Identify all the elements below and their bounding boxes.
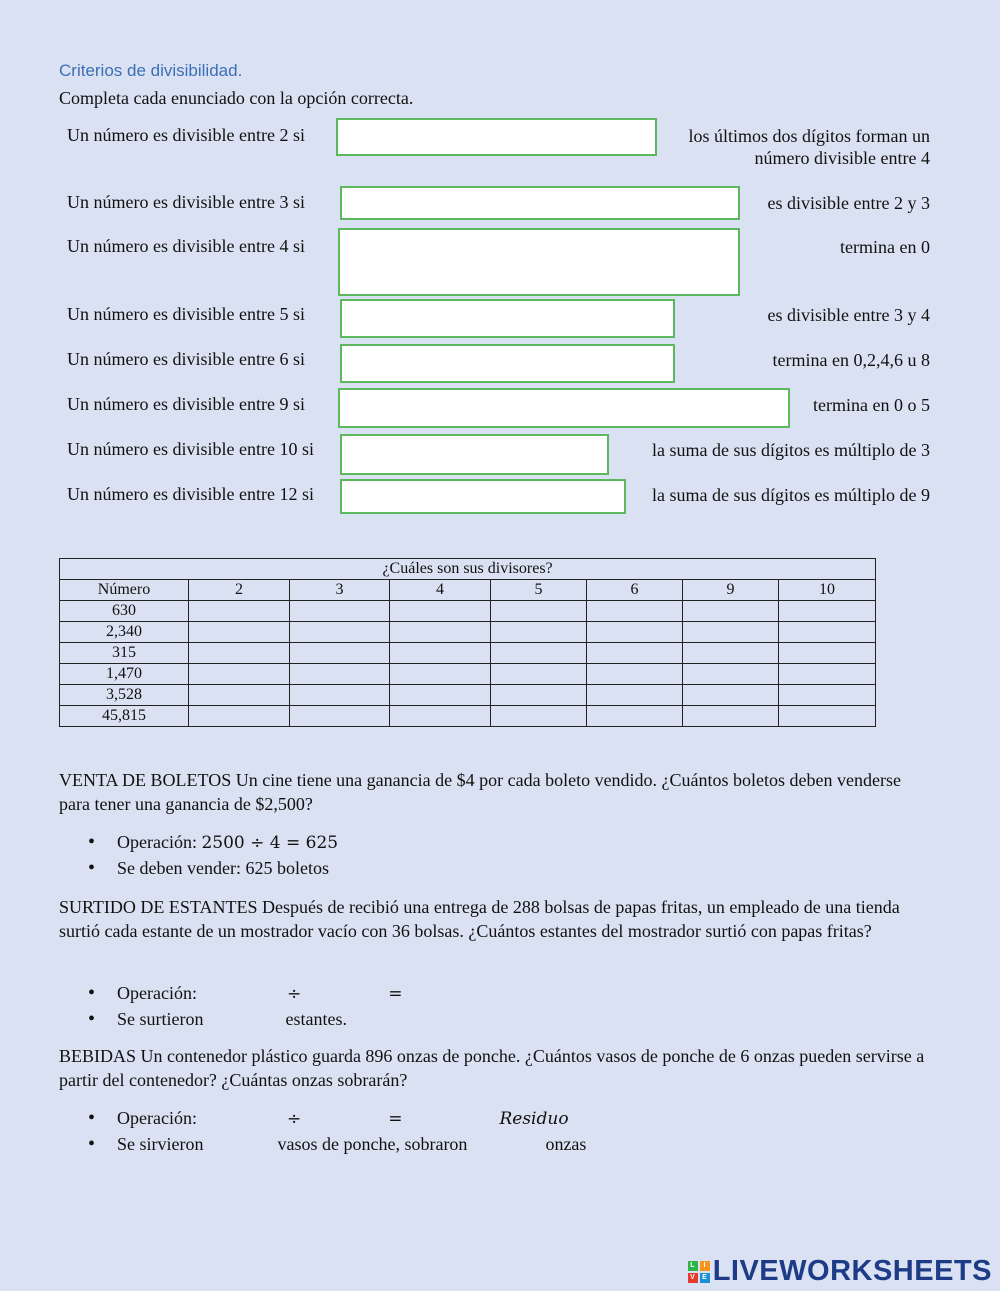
logo-letter: E — [700, 1273, 710, 1283]
divisor-check-cell[interactable] — [491, 622, 587, 643]
answer-input-div-6[interactable] — [340, 344, 675, 383]
result-suffix: onzas — [545, 1134, 587, 1154]
header-numero: Número — [60, 580, 189, 601]
divisor-check-cell[interactable] — [390, 601, 491, 622]
option-div-3-and-4: es divisible entre 3 y 4 — [767, 305, 930, 325]
divisor-check-cell[interactable] — [683, 685, 779, 706]
divisor-check-cell[interactable] — [189, 622, 290, 643]
divisor-check-cell[interactable] — [390, 643, 491, 664]
divisors-table — [59, 558, 876, 727]
statement-div-6: Un número es divisible entre 6 si — [67, 349, 305, 369]
liveworksheets-logo — [688, 1255, 992, 1288]
header-6: 6 — [587, 580, 683, 601]
table-row — [60, 601, 876, 622]
statement-div-4: Un número es divisible entre 4 si — [67, 236, 305, 256]
divisor-check-cell[interactable] — [779, 685, 876, 706]
logo-letter: L — [688, 1261, 698, 1271]
problem-2-answers — [88, 980, 482, 1032]
divisor-check-cell[interactable] — [683, 643, 779, 664]
number-cell: 3,528 — [60, 685, 189, 706]
table-header-row — [60, 580, 876, 601]
number-cell: 45,815 — [60, 706, 189, 727]
answer-input-div-2[interactable] — [336, 118, 657, 156]
option-sum-multiple-3: la suma de sus dígitos es múltiplo de 3 — [652, 440, 930, 460]
divisor-check-cell[interactable] — [290, 643, 390, 664]
list-item — [88, 829, 338, 855]
logo-letter: I — [700, 1261, 710, 1271]
divisor-check-cell[interactable] — [683, 664, 779, 685]
divisor-check-cell[interactable] — [189, 601, 290, 622]
divisor-check-cell[interactable] — [390, 706, 491, 727]
number-cell: 2,340 — [60, 622, 189, 643]
header-9: 9 — [683, 580, 779, 601]
problem-venta-boletos: VENTA DE BOLETOS Un cine tiene una ganancia de $4 por cada boleto vendido. ¿Cuántos boletos deben venderse para tener una ganancia de $2,500? — [59, 770, 901, 814]
result-suffix: estantes. — [285, 1009, 347, 1029]
divisor-check-cell[interactable] — [683, 622, 779, 643]
statement-div-9: Un número es divisible entre 9 si — [67, 394, 305, 414]
option-last-two-digits: los últimos dos dígitos forman un número divisible entre 4 — [688, 126, 930, 168]
answer-input-div-9[interactable] — [338, 388, 790, 428]
divisor-check-cell[interactable] — [189, 664, 290, 685]
list-item: • Se deben vender: 625 boletos — [88, 855, 338, 881]
divisor-check-cell[interactable] — [491, 601, 587, 622]
divisor-check-cell[interactable] — [290, 664, 390, 685]
header-10: 10 — [779, 580, 876, 601]
divisor-check-cell[interactable] — [290, 706, 390, 727]
answer-input-div-3[interactable] — [340, 186, 740, 220]
statement-div-12: Un número es divisible entre 12 si — [67, 484, 314, 504]
divisor-check-cell[interactable] — [290, 601, 390, 622]
result-middle: vasos de ponche, sobraron — [277, 1134, 468, 1154]
operation-expression: 2500 ÷ 4 = 625 — [201, 833, 339, 853]
list-item — [88, 1006, 482, 1032]
divisor-check-cell[interactable] — [491, 685, 587, 706]
table-row — [60, 643, 876, 664]
answer-input-div-10[interactable] — [340, 434, 609, 475]
problem-surtido-estantes: SURTIDO DE ESTANTES Después de recibió una entrega de 288 bolsas de papas fritas, un empleado de una tienda surtió cada estante de un mostrador vacío con 36 bolsas. ¿Cuántos estantes del mostrador surtió con papas fritas? — [59, 897, 900, 941]
list-item — [88, 1131, 586, 1157]
statement-div-5: Un número es divisible entre 5 si — [67, 304, 305, 324]
divide-sign: ÷ — [286, 984, 302, 1004]
number-cell: 315 — [60, 643, 189, 664]
logo-letter: V — [688, 1273, 698, 1283]
divisor-check-cell[interactable] — [290, 622, 390, 643]
option-div-2-and-3: es divisible entre 2 y 3 — [767, 193, 930, 213]
header-3: 3 — [290, 580, 390, 601]
answer-input-div-12[interactable] — [340, 479, 626, 514]
option-ends-in-0: termina en 0 — [840, 237, 930, 257]
divisor-check-cell[interactable] — [189, 706, 290, 727]
table-caption: ¿Cuáles son sus divisores? — [60, 559, 876, 580]
statement-div-10: Un número es divisible entre 10 si — [67, 439, 314, 459]
residuo-label: Residuo — [499, 1109, 569, 1129]
divisor-check-cell[interactable] — [587, 622, 683, 643]
divisor-check-cell[interactable] — [779, 706, 876, 727]
table-row — [60, 706, 876, 727]
header-5: 5 — [491, 580, 587, 601]
table-row — [60, 664, 876, 685]
option-ends-0-or-5: termina en 0 o 5 — [813, 395, 930, 415]
divisor-check-cell[interactable] — [491, 664, 587, 685]
problem-bebidas: BEBIDAS Un contenedor plástico guarda 896 onzas de ponche. ¿Cuántos vasos de ponche de 6 onzas pueden servirse a partir del contenedor? ¿Cuántas onzas sobrarán? — [59, 1046, 925, 1090]
divisor-check-cell[interactable] — [587, 706, 683, 727]
divisor-check-cell[interactable] — [683, 706, 779, 727]
instruction-text: Completa cada enunciado con la opción correcta. — [59, 88, 414, 108]
result-prefix: Se sirvieron — [117, 1134, 204, 1154]
logo-mark-icon — [688, 1261, 710, 1283]
number-cell: 630 — [60, 601, 189, 622]
statement-div-3: Un número es divisible entre 3 si — [67, 192, 305, 212]
divisor-check-cell[interactable] — [390, 685, 491, 706]
statement-div-2: Un número es divisible entre 2 si — [67, 125, 305, 145]
divisor-check-cell[interactable] — [390, 622, 491, 643]
problem-1-answers — [88, 829, 338, 881]
divisor-check-cell[interactable] — [587, 685, 683, 706]
divisor-check-cell[interactable] — [587, 643, 683, 664]
divisor-check-cell[interactable] — [587, 601, 683, 622]
number-cell: 1,470 — [60, 664, 189, 685]
divisor-check-cell[interactable] — [189, 643, 290, 664]
divisor-check-cell[interactable] — [587, 664, 683, 685]
list-item — [88, 980, 482, 1006]
option-ends-even: termina en 0,2,4,6 u 8 — [772, 350, 930, 370]
divisor-check-cell[interactable] — [491, 706, 587, 727]
divisor-check-cell[interactable] — [779, 643, 876, 664]
answer-input-div-4[interactable] — [338, 228, 740, 296]
divisor-check-cell[interactable] — [683, 601, 779, 622]
equals-sign: = — [388, 984, 403, 1004]
operation-label: Operación: — [117, 983, 197, 1003]
result-prefix: Se surtieron — [117, 1009, 204, 1029]
divide-sign: ÷ — [286, 1109, 302, 1129]
operation-label: Operación: — [117, 1108, 197, 1128]
divisor-check-cell[interactable] — [491, 643, 587, 664]
header-2: 2 — [189, 580, 290, 601]
list-item — [88, 1105, 586, 1131]
equals-sign: = — [388, 1109, 403, 1129]
logo-text: LIVEWORKSHEETS — [712, 1255, 992, 1287]
header-4: 4 — [390, 580, 491, 601]
table-row — [60, 685, 876, 706]
problem-3-answers — [88, 1105, 586, 1157]
divisor-check-cell[interactable] — [189, 685, 290, 706]
table-caption-row — [60, 559, 876, 580]
operation-label: Operación: — [117, 832, 202, 852]
table-row — [60, 622, 876, 643]
divisor-check-cell[interactable] — [779, 622, 876, 643]
divisor-check-cell[interactable] — [390, 664, 491, 685]
divisor-check-cell[interactable] — [779, 601, 876, 622]
answer-input-div-5[interactable] — [340, 299, 675, 338]
worksheet-title: Criterios de divisibilidad. — [59, 61, 243, 80]
option-sum-multiple-9: la suma de sus dígitos es múltiplo de 9 — [652, 485, 930, 505]
divisor-check-cell[interactable] — [290, 685, 390, 706]
divisor-check-cell[interactable] — [779, 664, 876, 685]
